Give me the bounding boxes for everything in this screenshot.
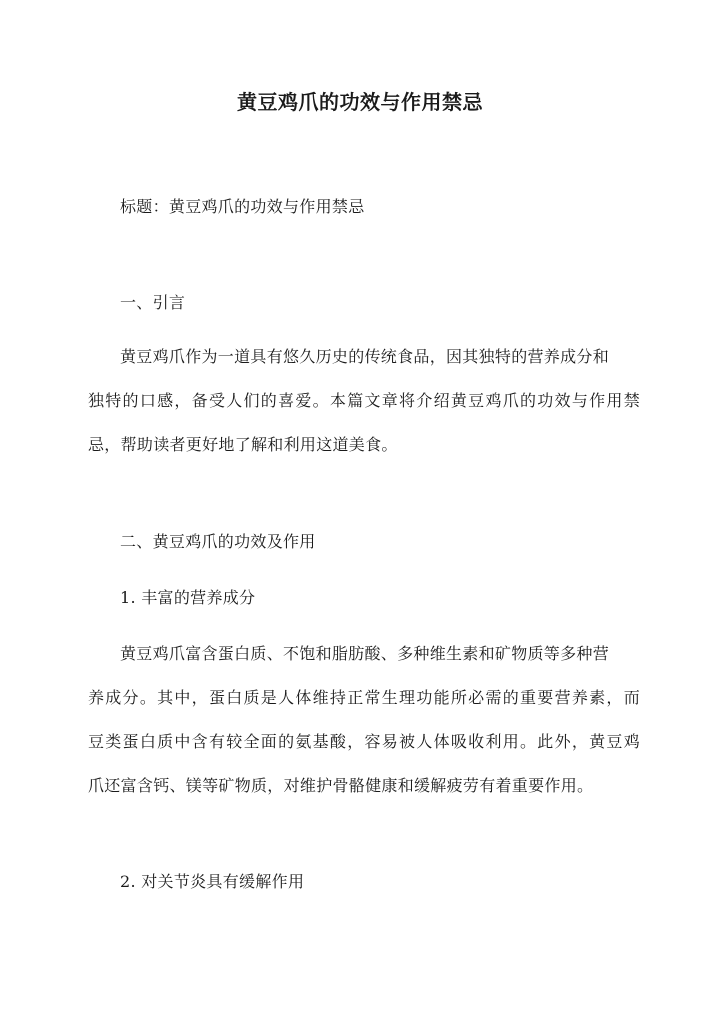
paragraph-line: 爪还富含钙、镁等矿物质，对维护骨骼健康和缓解疲劳有着重要作用。 (88, 776, 594, 795)
paragraph-line: 忌，帮助读者更好地了解和利用这道美食。 (88, 435, 398, 454)
section-heading-benefits: 二、黄豆鸡爪的功效及作用 (120, 532, 316, 551)
paragraph-line: 养成分。其中，蛋白质是人体维持正常生理功能所必需的重要营养素，而 (88, 688, 640, 707)
section-heading-intro: 一、引言 (120, 293, 186, 312)
subtitle-line: 标题：黄豆鸡爪的功效与作用禁忌 (120, 197, 365, 216)
document-title: 黄豆鸡爪的功效与作用禁忌 (237, 90, 483, 114)
paragraph-line: 独特的口感，备受人们的喜爱。本篇文章将介绍黄豆鸡爪的功效与作用禁 (88, 391, 640, 410)
item-heading-nutrition: 1. 丰富的营养成分 (120, 588, 256, 607)
paragraph-line: 豆类蛋白质中含有较全面的氨基酸，容易被人体吸收利用。此外，黄豆鸡 (88, 732, 640, 751)
paragraph-line: 黄豆鸡爪作为一道具有悠久历史的传统食品，因其独特的营养成分和 (120, 347, 610, 366)
paragraph-line: 黄豆鸡爪富含蛋白质、不饱和脂肪酸、多种维生素和矿物质等多种营 (120, 644, 610, 663)
item-heading-arthritis: 2. 对关节炎具有缓解作用 (120, 872, 305, 891)
